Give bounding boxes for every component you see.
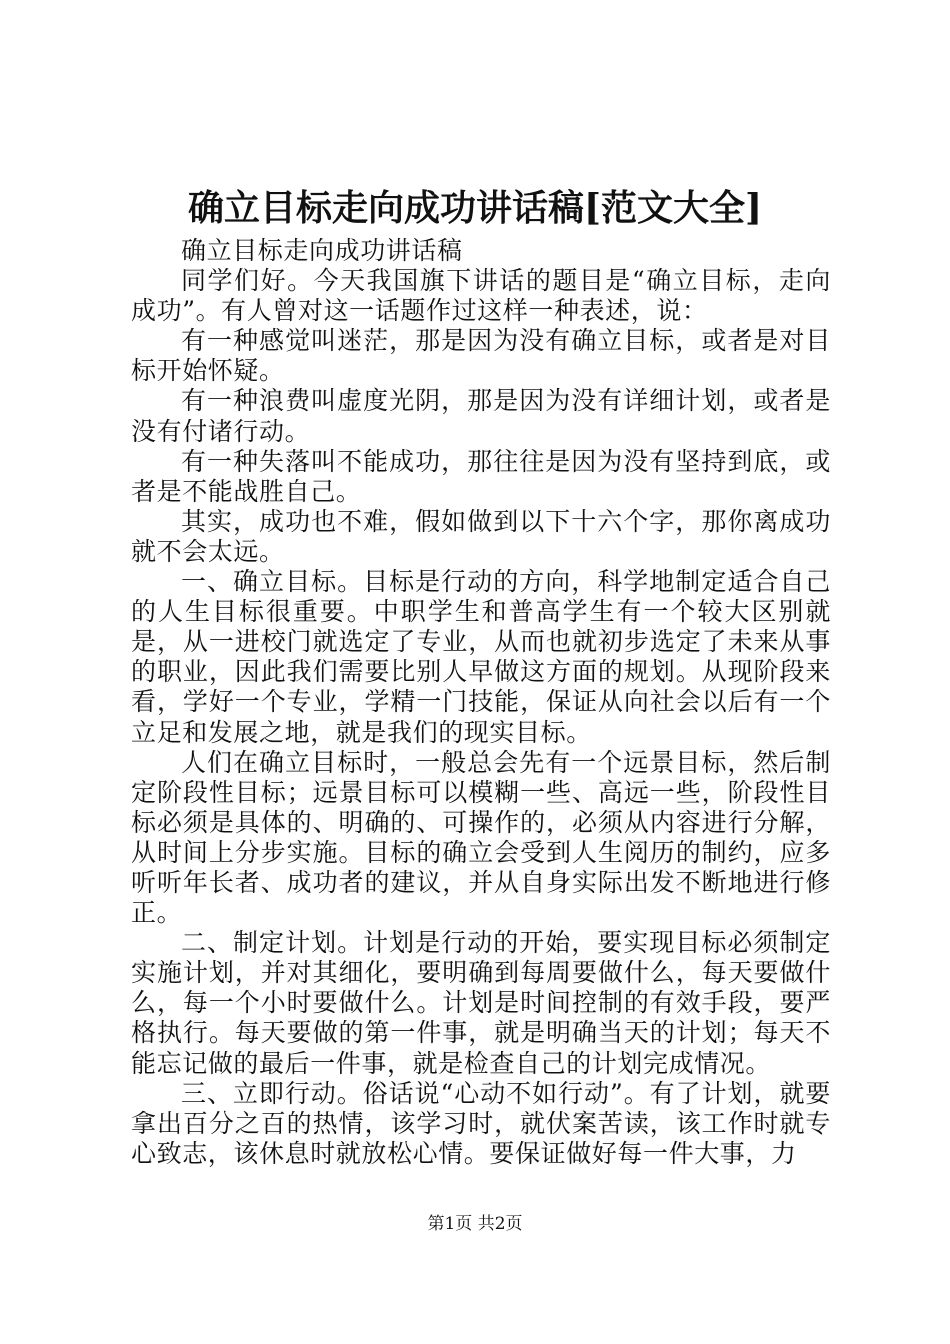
paragraph: 其实，成功也不难，假如做到以下十六个字，那你离成功就不会太远。 [131, 506, 831, 566]
paragraph: 三、立即行动。俗话说“心动不如行动”。有了计划，就要拿出百分之百的热情，该学习时，就伏案苦读，该工作时就专心致志，该休息时就放松心情。要保证做好每一件大事，力 [131, 1078, 831, 1168]
page-footer: 第1页 共2页 [427, 1214, 523, 1234]
paragraph: 二、制定计划。计划是行动的开始，要实现目标必须制定实施计划，并对其细化，要明确到每周要做什么，每天要做什么，每一个小时要做什么。计划是时间控制的有效手段，要严格执行。每天要做的第一件事，就是明确当天的计划；每天不能忘记做的最后一件事，就是检查自己的计划完成情况。 [131, 928, 831, 1078]
paragraph: 同学们好。今天我国旗下讲话的题目是“确立目标，走向成功”。有人曾对这一话题作过这样一种表述，说： [131, 266, 831, 326]
paragraph: 有一种浪费叫虚度光阴，那是因为没有详细计划，或者是没有付诸行动。 [131, 386, 831, 446]
document-title: 确立目标走向成功讲话稿[范文大全] [187, 187, 763, 229]
document-body [131, 236, 831, 1169]
paragraph: 有一种失落叫不能成功，那往往是因为没有坚持到底，或者是不能战胜自己。 [131, 446, 831, 506]
paragraph: 有一种感觉叫迷茫，那是因为没有确立目标，或者是对目标开始怀疑。 [131, 326, 831, 386]
paragraph: 人们在确立目标时，一般总会先有一个远景目标，然后制定阶段性目标；远景目标可以模糊一些、高远一些，阶段性目标必须是具体的、明确的、可操作的，必须从内容进行分解，从时间上分步实施。目标的确立会受到人生阅历的制约，应多听听年长者、成功者的建议，并从自身实际出发不断地进行修正。 [131, 747, 831, 928]
paragraph: 一、确立目标。目标是行动的方向，科学地制定适合自己的人生目标很重要。中职学生和普高学生有一个较大区别就是，从一进校门就选定了专业，从而也就初步选定了未来从事的职业，因此我们需要比别人早做这方面的规划。从现阶段来看，学好一个专业，学精一门技能，保证从向社会以后有一个立足和发展之地，就是我们的现实目标。 [131, 567, 831, 747]
paragraph-subtitle: 确立目标走向成功讲话稿 [181, 236, 463, 265]
